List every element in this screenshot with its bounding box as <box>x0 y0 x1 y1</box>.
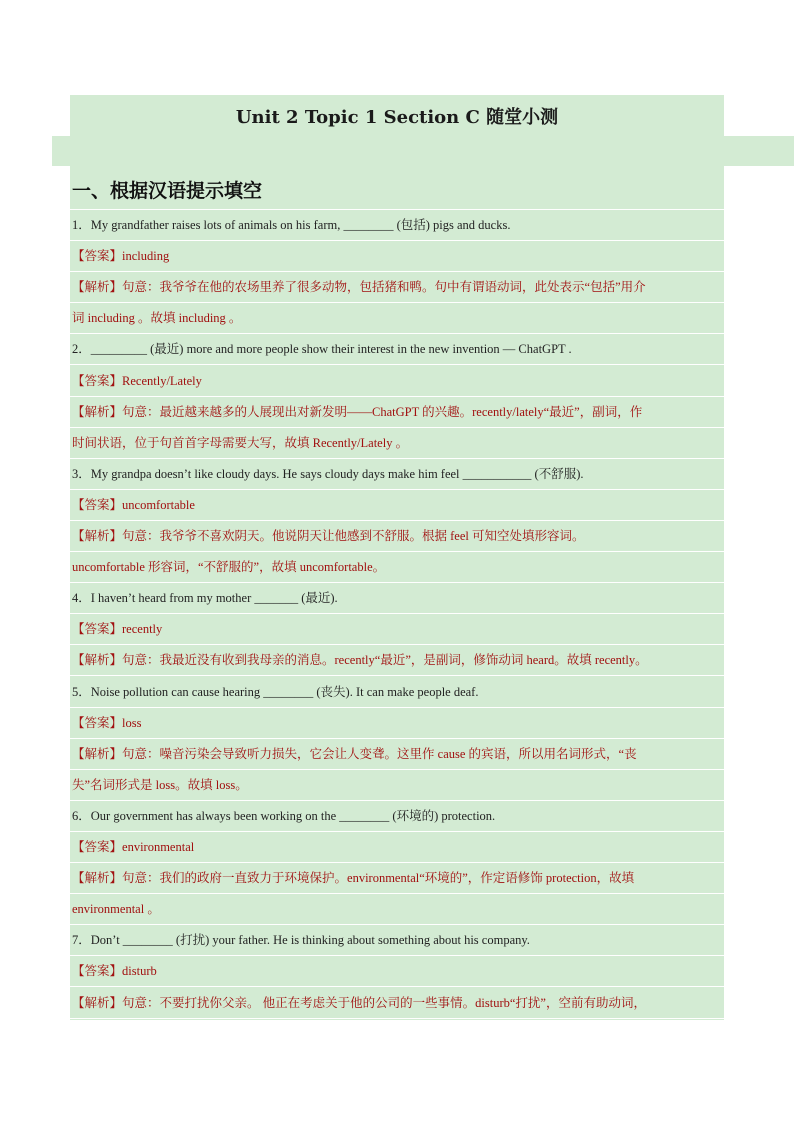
answer-line <box>70 708 724 739</box>
line-text: Recently/Lately <box>122 373 202 388</box>
question-line <box>70 677 724 708</box>
answer-tag: 【答案】 <box>72 497 123 512</box>
answer-line <box>70 614 724 645</box>
line-text: 句意：我最近没有收到我母亲的消息。recently“最近”，是副词，修饰动词 heard。故填 recently。 <box>122 653 648 668</box>
explanation-tag: 【解析】 <box>72 995 123 1010</box>
line-text: 5．Noise pollution can cause hearing ________ (丧失). It can make people deaf. <box>72 684 479 699</box>
line-text: disturb <box>122 964 157 979</box>
explanation-tag: 【解析】 <box>72 404 123 419</box>
answer-line <box>70 956 724 987</box>
section-title: 一、根据汉语提示填空 <box>70 174 724 210</box>
explanation-tag: 【解析】 <box>72 746 123 761</box>
line-text: 1．My grandfather raises lots of animals on his farm, ________ (包括) pigs and ducks. <box>72 218 511 232</box>
line-text: uncomfortable <box>122 497 195 512</box>
explanation-line <box>70 863 724 894</box>
answer-tag: 【答案】 <box>72 249 123 264</box>
explanation-line <box>70 739 724 770</box>
line-text: environmental 。 <box>72 902 160 917</box>
line-text: 句意：我爷爷在他的农场里养了很多动物，包括猪和鸭。句中有谓语动词，此处表示“包括”用介 <box>122 280 646 295</box>
explanation-line <box>70 397 724 428</box>
answer-tag: 【答案】 <box>72 715 123 730</box>
explanation-line <box>70 272 724 303</box>
title-band <box>70 95 724 136</box>
explanation-line <box>70 894 724 925</box>
explanation-tag: 【解析】 <box>72 280 123 295</box>
answer-line <box>70 366 724 397</box>
line-text: loss <box>122 715 142 730</box>
line-text: 失”名词形式是 loss。故填 loss。 <box>72 777 248 792</box>
line-text: 7．Don’t ________ (打扰) your father. He is thinking about something about his company. <box>72 933 530 948</box>
question-line <box>70 583 724 614</box>
line-text: 词 including 。故填 including 。 <box>72 311 242 326</box>
answer-line <box>70 490 724 521</box>
line-text: 句意：不要打扰你父亲。 他正在考虑关于他的公司的一些事情。disturb“打扰”，空前有助动词， <box>122 995 646 1010</box>
question-line <box>70 925 724 956</box>
title-underband <box>52 136 794 166</box>
question-line <box>70 210 724 241</box>
line-text: 3．My grandpa doesn’t like cloudy days. He says cloudy days make him feel ___________ (不舒服). <box>72 466 584 481</box>
explanation-line <box>70 552 724 583</box>
answer-tag: 【答案】 <box>72 373 123 388</box>
answer-line <box>70 241 724 272</box>
explanation-tag: 【解析】 <box>72 653 123 668</box>
line-text: 句意：最近越来越多的人展现出对新发明——ChatGPT 的兴趣。recently/lately“最近”，副词，作 <box>122 404 643 419</box>
answer-tag: 【答案】 <box>72 964 123 979</box>
explanation-line <box>70 770 724 801</box>
explanation-tag: 【解析】 <box>72 529 123 543</box>
line-text: 句意：噪音污染会导致听力损失，它会让人变聋。这里作 cause 的宾语，所以用名词形式，“丧 <box>122 746 637 761</box>
question-line <box>70 801 724 832</box>
explanation-line <box>70 521 724 552</box>
line-text: 句意：我们的政府一直致力于环境保护。environmental“环境的”，作定语修饰 protection，故填 <box>122 871 635 886</box>
question-line <box>70 459 724 490</box>
explanation-line <box>70 645 724 676</box>
line-text: 6．Our government has always been working on the ________ (环境的) protection. <box>72 808 496 823</box>
document-title: Unit 2 Topic 1 Section C 随堂小测 <box>235 107 559 128</box>
explanation-tag: 【解析】 <box>72 871 123 886</box>
answer-line <box>70 832 724 863</box>
line-text: recently <box>122 622 163 637</box>
line-text: 句意：我爷爷不喜欢阴天。他说阴天让他感到不舒服。根据 feel 可知空处填形容词。 <box>122 529 585 543</box>
line-text: 4．I haven’t heard from my mother _______ (最近). <box>72 591 338 606</box>
line-text: including <box>122 249 170 264</box>
explanation-line <box>70 988 724 1019</box>
line-text: 2．_________ (最近) more and more people show their interest in the new invention — ChatGPT . <box>72 342 572 357</box>
question-line <box>70 334 724 365</box>
answer-tag: 【答案】 <box>72 622 123 637</box>
line-text: 时间状语，位于句首首字母需要大写，故填 Recently/Lately 。 <box>72 435 409 450</box>
line-text: environmental <box>122 840 195 854</box>
explanation-line <box>70 303 724 334</box>
explanation-line <box>70 428 724 459</box>
line-text: uncomfortable 形容词，“不舒服的”，故填 uncomfortable。 <box>72 560 386 575</box>
answer-tag: 【答案】 <box>72 840 123 854</box>
